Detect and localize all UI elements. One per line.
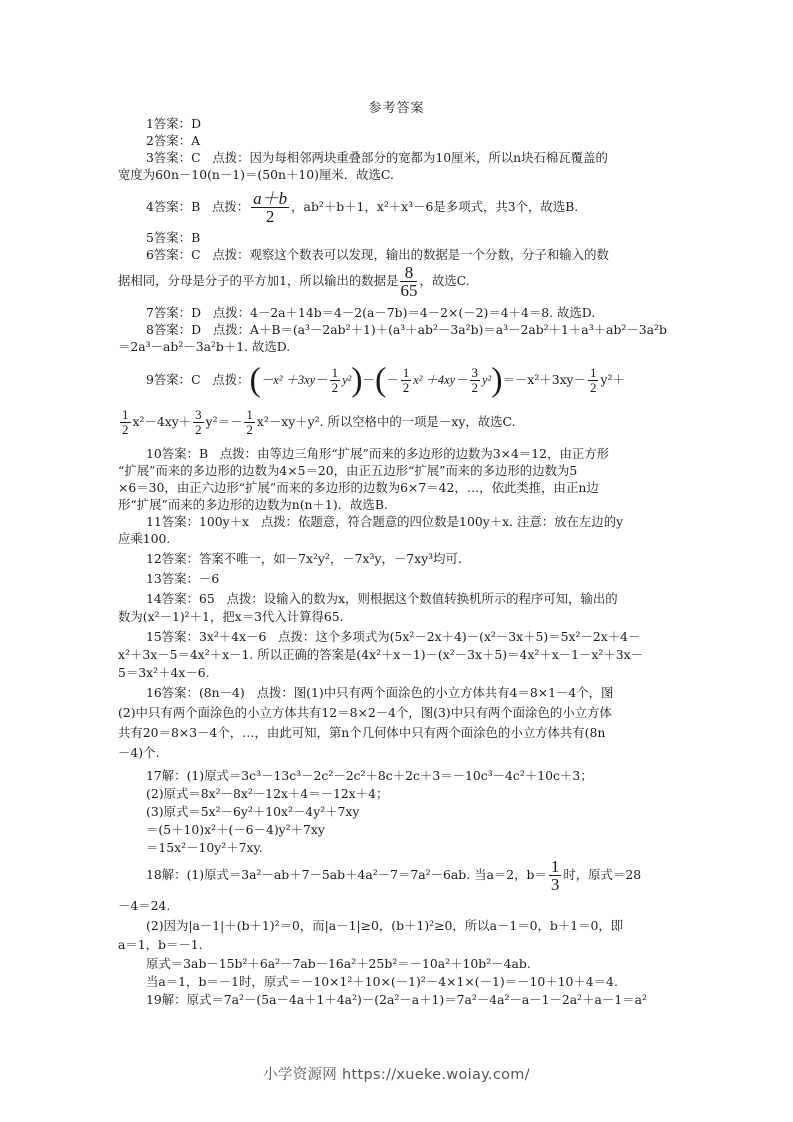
fraction: $\frac{a+b}{2}$ bbox=[253, 189, 288, 226]
hint-label: 点拨： bbox=[212, 322, 250, 337]
answer-10-cont: “扩展”而来的多边形的边数为4×5＝20，由正五边形“扩展”而来的多边形的边数为5 bbox=[118, 463, 578, 478]
answer-value: B bbox=[191, 230, 201, 245]
answer-value: 100y＋x bbox=[198, 514, 249, 529]
fraction: $\frac{8}{65}$ bbox=[400, 263, 418, 300]
right-paren: ) bbox=[491, 361, 503, 399]
hint-label: 点拨： bbox=[260, 514, 298, 529]
hint-label: 点拨： bbox=[226, 591, 264, 606]
answer-16: 16答案：(8n－4) 点拨：图(1)中只有两个面涂色的小立方体共有4＝8×1－4个，图 bbox=[146, 685, 614, 700]
answer-value: C bbox=[191, 150, 201, 165]
hint-text: 图(1)中只有两个面涂色的小立方体共有4＝8×1－4个，图 bbox=[293, 685, 614, 700]
hint-label: 点拨： bbox=[219, 446, 258, 461]
left-paren: ( bbox=[249, 361, 261, 399]
answer-14: 14答案：65 点拨：设输入的数为x，则根据这个数值转换机所示的程序可知，输出的 bbox=[146, 591, 618, 606]
hint-label: 点拨： bbox=[212, 305, 250, 320]
fraction: $\frac{3}{2}$ bbox=[471, 365, 479, 395]
answer-3-cont: 宽度为60n－10(n－1)＝(50n＋10)厘米．故选C. bbox=[118, 167, 394, 182]
answer-value: C bbox=[191, 372, 201, 387]
answer-6: 6答案：C 点拨：观察这个数表可以发现，输出的数据是一个分数，分子和输入的数 bbox=[146, 247, 609, 262]
hint-text: A＋B＝(a³－2ab²＋1)＋(a³＋ab²－3a²b)＝a³－2ab²＋1＋a³＋ab²－3a²b bbox=[250, 322, 667, 337]
fraction: $\frac{1}{3}$ bbox=[550, 857, 560, 894]
left-paren: ( bbox=[375, 361, 387, 399]
answer-value: 答案不唯一，如－7x²y²，－7x³y，－7xy³均可. bbox=[198, 551, 462, 566]
answer-value: B bbox=[191, 199, 201, 214]
fraction: $\frac{1}{2}$ bbox=[246, 407, 253, 437]
answer-13: 13答案：－6 bbox=[146, 571, 220, 586]
hint-label: 点拨： bbox=[212, 150, 250, 165]
answer-15-cont: x²＋3x－5＝4x²＋x－1. 所以正确的答案是(4x²＋x－1)－(x²－3x＋5)＝4x²＋x－1－x²＋3x－ bbox=[118, 647, 643, 662]
hint-label: 点拨： bbox=[212, 199, 250, 214]
answer-10-cont: ×6＝30，由正六边形“扩展”而来的多边形的边数为6×7＝42，…，依此类推，由正n边 bbox=[118, 480, 599, 495]
hint-label: 点拨： bbox=[212, 372, 250, 387]
solution-17-step: ＝15x²－10y²＋7xy. bbox=[146, 840, 263, 855]
page-title: 参考答案 bbox=[368, 101, 425, 116]
solution-17: 17解：(1)原式＝3c³－13c³－2c²－2c²＋8c＋2c＋3＝－10c³－4c²＋10c＋3； bbox=[146, 768, 593, 783]
answer-11: 11答案：100y＋x 点拨：依题意，符合题意的四位数是100y＋x. 注意：放在左边的y bbox=[146, 514, 624, 529]
answer-2: 2答案：A bbox=[146, 133, 201, 148]
answer-value: A bbox=[191, 133, 201, 148]
answer-11-cont: 应乘100. bbox=[118, 531, 171, 546]
answer-15: 15答案：3x²＋4x－6 点拨：这个多项式为(5x²－2x＋4)－(x²－3x＋5)＝5x²－2x＋4－ bbox=[146, 629, 641, 644]
solution-18-cont: －4＝24. bbox=[118, 898, 171, 913]
fraction: $\frac{1}{2}$ bbox=[331, 365, 339, 395]
solution-17-part2: (2)原式＝8x²－8x²－12x＋4＝－12x＋4； bbox=[146, 786, 389, 801]
hint-text: 4－2a＋14b＝4－2(a－7b)＝4－2×(－2)＝4＋4＝8. 故选D. bbox=[250, 305, 596, 320]
answer-12: 12答案：答案不唯一，如－7x²y²，－7x³y，－7xy³均可. bbox=[146, 551, 462, 566]
solution-17-step: ＝(5＋10)x²＋(－6－4)y²＋7xy bbox=[146, 822, 325, 837]
answer-value: B bbox=[198, 446, 209, 461]
answer-value: D bbox=[191, 322, 201, 337]
answer-4: 4答案：B 点拨： $\frac{a+b}{2}$ ，ab²＋b＋1，x²＋x³－6是多项式，共3个，故选B. bbox=[146, 189, 579, 226]
fraction: $\frac{1}{2}$ bbox=[589, 365, 597, 395]
answer-8-cont: ＝2a³－ab²－3a²b＋1. 故选D. bbox=[118, 339, 291, 354]
fraction: $\frac{1}{2}$ bbox=[122, 407, 129, 437]
solution-19: 19解：原式＝7a²－(5a－4a＋1＋4a²)－(2a²－a＋1)＝7a²－4a²－a－1－2a²＋a－1＝a² bbox=[146, 992, 647, 1007]
answer-16-cont: (2)中只有两个面涂色的小立方体共有12＝8×2－4个，图(3)中只有两个面涂色的小立方体 bbox=[118, 705, 612, 720]
hint-label: 点拨： bbox=[212, 247, 250, 262]
answer-5: 5答案：B bbox=[146, 230, 201, 245]
answer-3: 3答案：C 点拨：因为每相邻两块重叠部分的宽都为10厘米，所以n块石棉瓦覆盖的 bbox=[146, 150, 608, 165]
hint-label: 点拨： bbox=[256, 685, 294, 700]
answer-16-cont: 共有20＝8×3－4个，…，由此可知，第n个几何体中只有两个面涂色的小立方体共有(8n bbox=[118, 725, 606, 740]
answer-10: 10答案：B 点拨：由等边三角形“扩展”而来的多边形的边数为3×4＝12，由正方形 bbox=[146, 446, 610, 461]
answer-value: D bbox=[191, 305, 201, 320]
answer-8: 8答案：D 点拨：A＋B＝(a³－2ab²＋1)＋(a³＋ab²－3a²b)＝a³－2ab²＋1＋a³＋ab²－3a²b bbox=[146, 322, 667, 337]
footer-watermark: 小学资源网 https://xueke.woiay.com/ bbox=[263, 1067, 530, 1083]
fraction: $\frac{1}{2}$ bbox=[402, 365, 410, 395]
hint-label: 点拨： bbox=[278, 629, 316, 644]
answer-value: 65 bbox=[198, 591, 215, 606]
answer-value: C bbox=[191, 247, 201, 262]
answer-9: 9答案：C 点拨：(－x² ＋3xy－ $\frac{1}{2}$ y²)－(－ $\frac{1}{2}$ x² ＋4xy－ $\frac{3}{2}$ y²)＝－x²＋3xy－ $\frac{1}{2}$ y²＋ bbox=[146, 361, 625, 399]
right-paren: ) bbox=[351, 361, 363, 399]
answer-16-cont: －4)个. bbox=[118, 745, 160, 760]
solution-18-part2: (2)因为|a－1|＋(b＋1)²＝0，而|a－1|≥0，(b＋1)²≥0，所以a－1＝0，b＋1＝0，即 bbox=[146, 918, 624, 933]
solution-17-part3: (3)原式＝5x²－6y²＋10x²－4y²＋7xy bbox=[146, 804, 360, 819]
answer-value: D bbox=[191, 116, 201, 131]
solution-18-step: 原式＝3ab－15b²＋6a²－7ab－16a²＋25b²＝－10a²＋10b²－4ab. bbox=[146, 956, 531, 971]
answer-value: (8n－4) bbox=[198, 685, 245, 700]
solution-18-step: 当a＝1，b＝－1时，原式＝－10×1²＋10×(－1)²－4×1×(－1)＝－10＋10＋4＝4. bbox=[146, 974, 618, 989]
hint-text: 依题意，符合题意的四位数是100y＋x. 注意：放在左边的y bbox=[297, 514, 624, 529]
answer-value: 3x²＋4x－6 bbox=[198, 629, 267, 644]
hint-text: 观察这个数表可以发现，输出的数据是一个分数，分子和输入的数 bbox=[249, 247, 609, 262]
hint-text: 因为每相邻两块重叠部分的宽都为10厘米，所以n块石棉瓦覆盖的 bbox=[249, 150, 608, 165]
hint-text: 这个多项式为(5x²－2x＋4)－(x²－3x＋5)＝5x²－2x＋4－ bbox=[315, 629, 641, 644]
answer-1: 1答案：D bbox=[146, 116, 201, 131]
hint-text: 由等边三角形“扩展”而来的多边形的边数为3×4＝12，由正方形 bbox=[257, 446, 610, 461]
solution-18-cont: a＝1，b＝－1. bbox=[118, 937, 203, 952]
answer-value: －6 bbox=[198, 571, 220, 586]
answer-15-cont: 5＝3x²＋4x－6. bbox=[118, 665, 210, 680]
answer-14-cont: 数为(x²－1)²＋1，把x＝3代入计算得65. bbox=[118, 609, 344, 624]
solution-18: 18解：(1)原式＝3a²－ab＋7－5ab＋4a²－7＝7a²－6ab. 当a＝2，b＝ $\frac{1}{3}$ 时，原式＝28 bbox=[146, 857, 642, 894]
hint-text: ，ab²＋b＋1，x²＋x³－6是多项式，共3个，故选B. bbox=[291, 199, 579, 214]
answer-9-cont: $\frac{1}{2}$ x²－4xy＋ $\frac{3}{2}$ y²＝－ $\frac{1}{2}$ x²－xy＋y². 所以空格中的一项是－xy，故选C. bbox=[122, 407, 516, 437]
hint-text: 设输入的数为x，则根据这个数值转换机所示的程序可知，输出的 bbox=[263, 591, 618, 606]
answer-10-cont: 形“扩展”而来的多边形的边数为n(n＋1)．故选B. bbox=[118, 497, 388, 512]
fraction: $\frac{3}{2}$ bbox=[195, 407, 202, 437]
answer-7: 7答案：D 点拨：4－2a＋14b＝4－2(a－7b)＝4－2×(－2)＝4＋4＝8. 故选D. bbox=[146, 305, 596, 320]
answer-6-cont: 据相同，分母是分子的平方加1，所以输出的数据是 $\frac{8}{65}$ ，故选C. bbox=[118, 263, 470, 300]
